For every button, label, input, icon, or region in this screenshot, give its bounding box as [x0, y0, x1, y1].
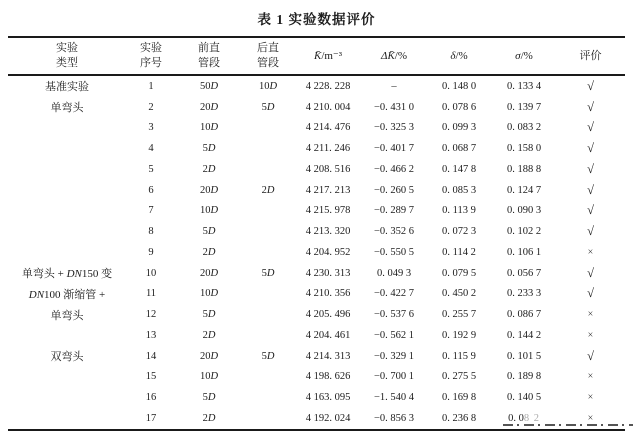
col-header-kbar [294, 49, 362, 64]
cell-front-pipe: 50D [199, 80, 219, 92]
cell-sigma-value: 0. 106 1 [506, 246, 542, 258]
cell-front-pipe: 20D [199, 350, 219, 362]
cell-delta-kbar-value: −0. 401 7 [373, 143, 415, 155]
cell-evaluation-mark: √ [587, 78, 594, 93]
cell-experiment-number: 8 [148, 226, 154, 238]
table-row [8, 325, 625, 346]
cell-sigma-value: 0. 188 8 [506, 163, 542, 175]
cell-experiment-type: 单弯头 + DN150 变 [21, 268, 113, 281]
cell-kbar-value: 4 198. 626 [305, 371, 351, 383]
cell-front-pipe: 10D [199, 371, 219, 383]
cell-delta-value: 0. 072 3 [441, 226, 477, 238]
cell-evaluation-mark: √ [587, 120, 594, 135]
cell-kbar-value: 4 215. 978 [305, 205, 351, 217]
table-row [8, 159, 625, 180]
cell-delta-value: 0. 115 9 [442, 350, 476, 362]
table-row [8, 138, 625, 159]
cell-sigma-value: 0. 083 2 [506, 122, 542, 134]
cell-delta-value: 0. 192 9 [441, 329, 477, 341]
cell-delta-value: 0. 255 7 [441, 309, 477, 321]
cell-kbar-value: 4 204. 461 [305, 329, 351, 341]
cell-front-pipe: 10D [199, 122, 219, 134]
cell-front-pipe: 20D [199, 101, 219, 113]
cell-front-pipe: 2D [202, 163, 216, 175]
cell-delta-kbar-value: −0. 562 1 [373, 329, 415, 341]
table-row [8, 367, 625, 388]
cell-sigma-value: 0. 233 3 [506, 288, 542, 300]
cell-experiment-number: 6 [148, 184, 154, 196]
cell-kbar-value: 4 163. 095 [305, 392, 351, 404]
cell-delta-value: 0. 068 7 [441, 143, 477, 155]
table-title: 表 1 实验数据评价 [257, 12, 376, 27]
cell-delta-kbar-value: −0. 550 5 [373, 246, 415, 258]
table-row [8, 221, 625, 242]
cell-sigma-value: 0. 090 3 [506, 205, 542, 217]
cell-rear-pipe: 10D [258, 80, 278, 92]
cell-experiment-number: 17 [145, 412, 157, 424]
col-header-experiment-type [8, 41, 126, 71]
table-body [8, 76, 625, 429]
table-row [8, 263, 625, 284]
cell-delta-value: 0. 079 5 [441, 267, 477, 279]
cell-delta-kbar-value: 0. 049 3 [376, 267, 412, 279]
cell-kbar-value: 4 205. 496 [305, 309, 351, 321]
cell-front-pipe: 10D [199, 205, 219, 217]
table-row [8, 304, 625, 325]
cell-sigma-value: 0. 139 7 [506, 101, 542, 113]
header-line: 管段 [198, 57, 220, 69]
col-header-evaluation: 评价 [579, 49, 602, 62]
cell-experiment-number: 12 [145, 309, 157, 321]
cell-evaluation-mark: √ [587, 286, 594, 301]
cell-front-pipe: 2D [202, 329, 216, 341]
cell-evaluation-mark: × [587, 412, 594, 424]
cell-evaluation-mark: √ [587, 203, 594, 218]
cell-kbar-value: 4 210. 356 [305, 288, 351, 300]
cell-delta-kbar-value: −0. 466 2 [373, 163, 415, 175]
cell-evaluation-mark: × [587, 329, 594, 341]
cell-evaluation-mark: √ [587, 161, 594, 176]
col-header-rear-straight-pipe [242, 41, 294, 71]
header-math: K̄/m⁻³ [313, 49, 343, 62]
cell-sigma-value: 0. 158 0 [506, 143, 542, 155]
col-header-delta [426, 49, 492, 64]
cell-delta-kbar-value: −0. 856 3 [373, 412, 415, 424]
table-row [8, 201, 625, 222]
cell-evaluation-mark: × [587, 392, 594, 404]
cell-delta-kbar-value: −0. 352 6 [373, 226, 415, 238]
cell-delta-kbar-value: −0. 537 6 [373, 309, 415, 321]
cell-front-pipe: 2D [202, 246, 216, 258]
cell-experiment-number: 3 [148, 122, 154, 134]
cell-sigma-value: 0. 101 5 [506, 350, 542, 362]
cell-kbar-value: 4 211. 246 [305, 143, 351, 155]
cell-evaluation-mark: × [587, 246, 594, 258]
header-line: 实验 [140, 42, 162, 54]
cell-experiment-type: 单弯头 [50, 102, 84, 115]
header-line: 后直 [257, 42, 279, 54]
cell-delta-value: 0. 275 5 [441, 371, 477, 383]
cell-experiment-type: 基准实验 [45, 81, 89, 94]
table-bottom-rule [8, 429, 625, 431]
cell-experiment-number: 11 [145, 288, 157, 300]
col-header-sigma [492, 49, 556, 64]
cell-experiment-number: 14 [145, 350, 157, 362]
cell-delta-value: 0. 085 3 [441, 184, 477, 196]
cell-kbar-value: 4 214. 313 [305, 350, 351, 362]
cell-kbar-value: 4 230. 313 [305, 267, 351, 279]
cell-kbar-value: 4 213. 320 [305, 226, 351, 238]
table-row [8, 76, 625, 97]
cell-experiment-number: 15 [145, 371, 157, 383]
cell-evaluation-mark: √ [587, 224, 594, 239]
cell-front-pipe: 5D [202, 392, 216, 404]
cell-delta-value: 0. 113 9 [442, 205, 476, 217]
cell-experiment-type: 双弯头 [50, 351, 84, 364]
cell-sigma-value: 0. 124 7 [506, 184, 542, 196]
table-row [8, 97, 625, 118]
table-row [8, 387, 625, 408]
cell-delta-value: 0. 148 0 [441, 80, 477, 92]
cell-sigma-value: 0. 133 4 [506, 80, 542, 92]
header-line: 类型 [56, 57, 78, 69]
cell-delta-value: 0. 147 8 [441, 163, 477, 175]
cell-evaluation-mark: √ [587, 265, 594, 280]
table-row [8, 118, 625, 139]
cell-delta-value: 0. 078 6 [441, 101, 477, 113]
col-header-delta-kbar [362, 49, 426, 64]
cell-delta-value: 0. 450 2 [441, 288, 477, 300]
cell-delta-kbar-value: −0. 329 1 [373, 350, 415, 362]
cell-kbar-value: 4 214. 476 [305, 122, 351, 134]
cell-sigma-value: 0. 056 7 [506, 267, 542, 279]
cell-front-pipe: 10D [199, 288, 219, 300]
cell-kbar-value: 4 204. 952 [305, 246, 351, 258]
cell-sigma-value: 0. 144 2 [506, 329, 542, 341]
cell-front-pipe: 20D [199, 267, 219, 279]
header-line: 序号 [140, 57, 162, 69]
cell-delta-value: 0. 169 8 [441, 392, 477, 404]
cell-delta-kbar-value: −0. 422 7 [373, 288, 415, 300]
cell-evaluation-mark: × [587, 371, 594, 383]
cell-experiment-number: 2 [148, 101, 154, 113]
cell-delta-kbar-value: – [391, 80, 397, 92]
cell-sigma-value: 0. 102 2 [506, 226, 542, 238]
cell-front-pipe: 5D [202, 143, 216, 155]
cell-kbar-value: 4 192. 024 [305, 412, 351, 424]
cell-delta-value: 0. 114 2 [442, 246, 476, 258]
header-math: σ/% [515, 49, 533, 62]
cell-rear-pipe: 2D [261, 184, 275, 196]
cell-delta-value: 0. 236 8 [441, 412, 477, 424]
cell-evaluation-mark: √ [587, 182, 594, 197]
cell-experiment-number: 4 [148, 143, 154, 155]
header-line: 管段 [257, 57, 279, 69]
crop-dash-artifact [503, 424, 633, 426]
cell-front-pipe: 5D [202, 226, 216, 238]
cell-experiment-number: 10 [145, 267, 157, 279]
header-line: 实验 [56, 42, 78, 54]
table-row [8, 346, 625, 367]
col-header-front-straight-pipe [176, 41, 242, 71]
cell-sigma-value: 0. 140 5 [506, 392, 542, 404]
cell-experiment-number: 13 [145, 329, 157, 341]
cell-sigma-value: 0. 189 8 [506, 371, 542, 383]
header-math: δ/% [450, 49, 468, 62]
cell-kbar-value: 4 217. 213 [305, 184, 351, 196]
cell-experiment-number: 9 [148, 246, 154, 258]
cell-evaluation-mark: √ [587, 99, 594, 114]
cell-evaluation-mark: × [587, 309, 594, 321]
cell-experiment-number: 16 [145, 392, 157, 404]
table-row [8, 242, 625, 263]
cell-delta-kbar-value: −0. 431 0 [373, 101, 415, 113]
cell-kbar-value: 4 228. 228 [305, 80, 351, 92]
cell-experiment-number: 1 [148, 80, 154, 92]
cell-sigma-value: 0. 086 7 [506, 309, 542, 321]
cell-delta-kbar-value: −0. 325 3 [373, 122, 415, 134]
cell-kbar-value: 4 208. 516 [305, 163, 351, 175]
cell-delta-kbar-value: −0. 289 7 [373, 205, 415, 217]
cell-front-pipe: 5D [202, 309, 216, 321]
cell-delta-value: 0. 099 3 [441, 122, 477, 134]
cell-delta-kbar-value: −1. 540 4 [373, 392, 415, 404]
cell-sigma-value: 0. 08 2 [508, 412, 540, 424]
data-table [8, 36, 625, 429]
cell-rear-pipe: 5D [261, 267, 275, 279]
cell-front-pipe: 2D [202, 412, 216, 424]
table-row [8, 284, 625, 305]
table-header-row [8, 38, 625, 74]
cell-evaluation-mark: √ [587, 141, 594, 156]
col-header-experiment-number [126, 41, 176, 71]
header-line: 前直 [198, 42, 220, 54]
cell-front-pipe: 20D [199, 184, 219, 196]
cell-experiment-number: 7 [148, 205, 154, 217]
cell-experiment-type: DN100 渐缩管 + [28, 288, 106, 301]
cell-kbar-value: 4 210. 004 [305, 101, 351, 113]
cell-rear-pipe: 5D [261, 350, 275, 362]
cell-experiment-number: 5 [148, 163, 154, 175]
table-row [8, 180, 625, 201]
cell-experiment-type: 单弯头 [50, 309, 84, 322]
header-math: ΔK̄/% [380, 49, 408, 62]
cell-rear-pipe: 5D [261, 101, 275, 113]
cell-delta-kbar-value: −0. 260 5 [373, 184, 415, 196]
cell-evaluation-mark: √ [587, 348, 594, 363]
cell-delta-kbar-value: −0. 700 1 [373, 371, 415, 383]
